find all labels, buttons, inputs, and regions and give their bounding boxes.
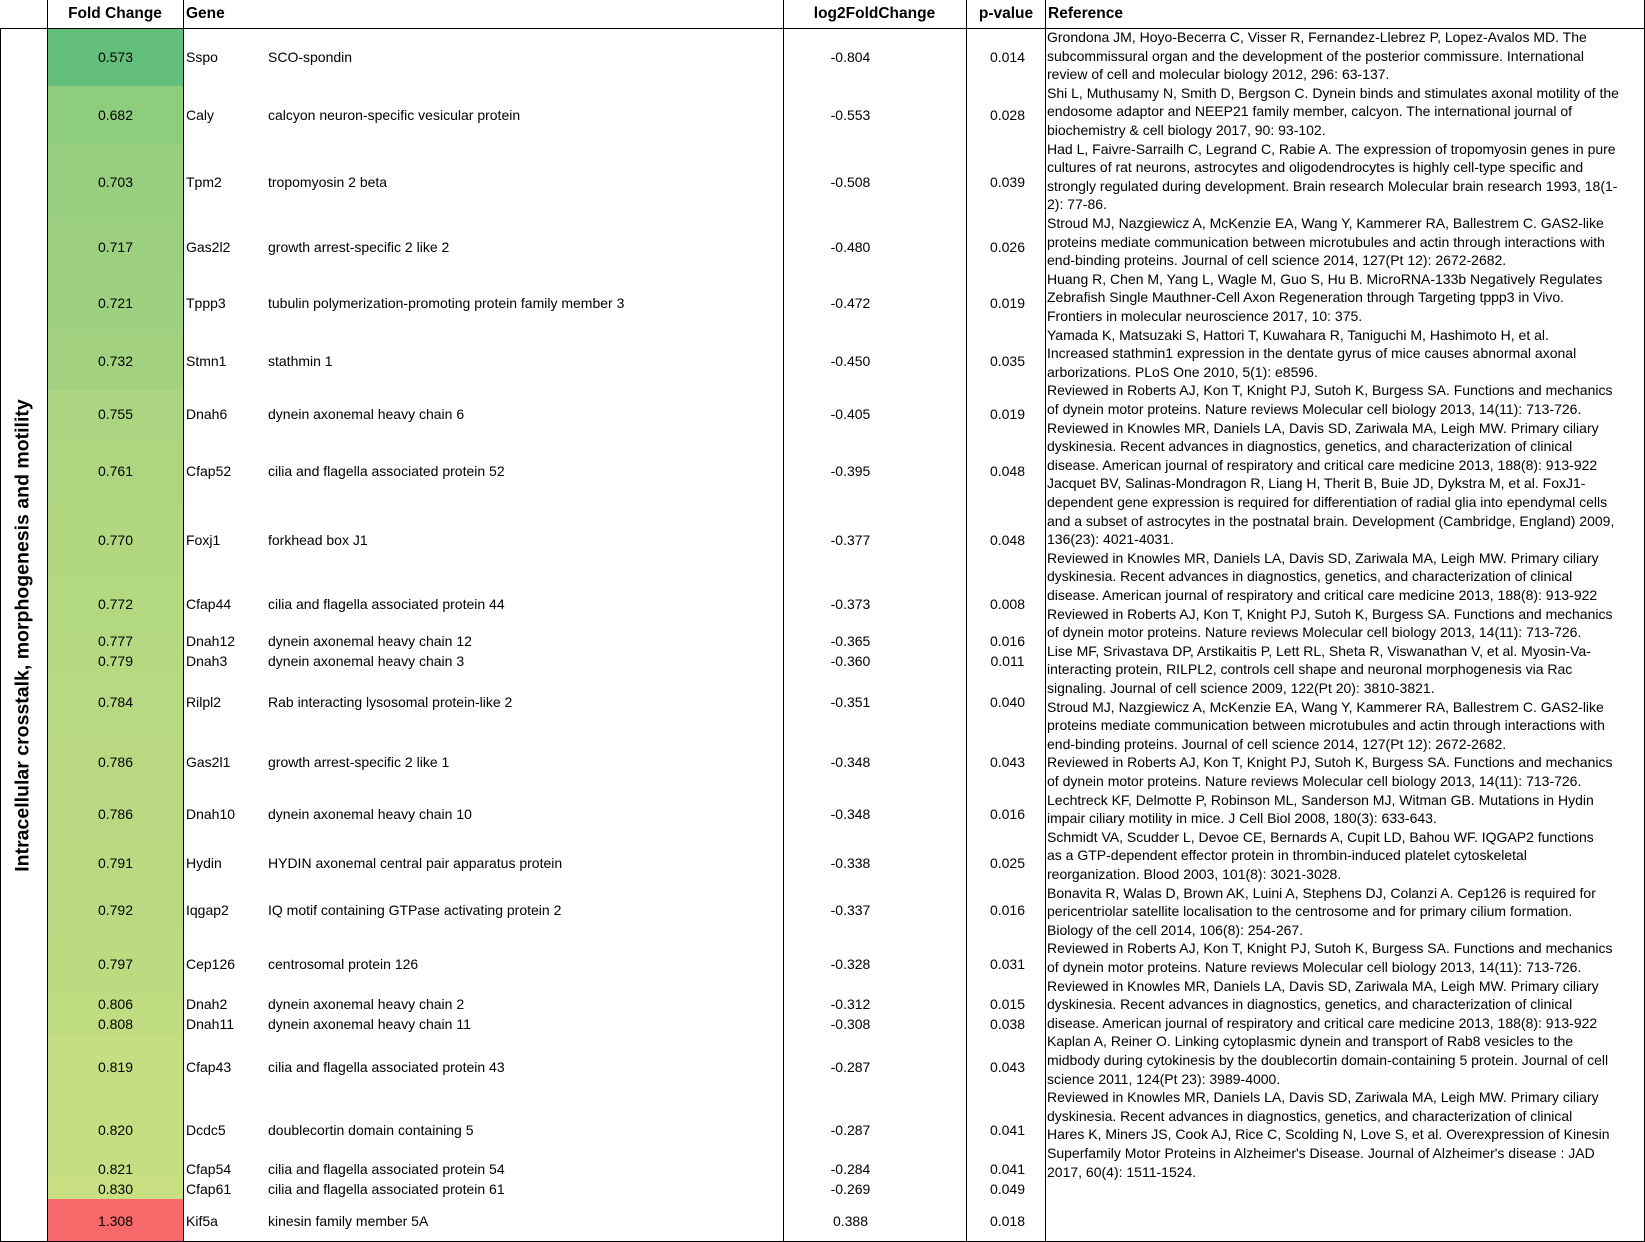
p-value-cell: 0.048	[989, 532, 1026, 548]
gene-symbol-cell: Stmn1	[186, 352, 227, 369]
gene-name-cell: forkhead box J1	[268, 532, 368, 548]
gene-name-cell: dynein axonemal heavy chain 3	[268, 652, 465, 669]
fold-change-cell: 0.682	[48, 86, 183, 144]
p-value-cell: 0.040	[989, 694, 1026, 710]
gene-symbol-cell: Iqgap2	[186, 902, 229, 918]
gene-name-cell: cilia and flagella associated protein 43	[268, 1059, 505, 1075]
reference-cell: Kaplan A, Reiner O. Linking cytoplasmic dynein and transport of Rab8 vesicles to the midbody during cytokinesis by the doublecortin domain-containing 5 protein. Journal of cell science 2011, 124(Pt 23): 3989-4000.	[1047, 1033, 1609, 1087]
gene-symbol-cell: Hydin	[186, 854, 222, 871]
p-value-cell: 0.026	[989, 239, 1026, 255]
gene-symbol-cell: Gas2l1	[186, 753, 231, 770]
gene-name-cell: dynein axonemal heavy chain 12	[268, 633, 472, 649]
p-value-cell: 0.015	[989, 996, 1026, 1012]
p-value-cell: 0.014	[989, 49, 1026, 65]
gene-name-cell: tubulin polymerization-promoting protein family member 3	[268, 295, 625, 311]
p-value-cell: 0.041	[989, 1161, 1026, 1177]
fold-change-cell: 0.761	[48, 438, 183, 504]
gene-symbol-cell: Tpm2	[186, 173, 222, 190]
header-gene: Gene	[186, 5, 225, 22]
log2foldchange-cell: -0.337	[830, 902, 871, 918]
gene-name-cell: tropomyosin 2 beta	[268, 173, 388, 190]
fold-change-cell: 0.770	[48, 504, 183, 576]
p-value-cell: 0.048	[989, 463, 1026, 479]
gene-symbol-cell: Kif5a	[186, 1212, 218, 1229]
reference-cell: Grondona JM, Hoyo-Becerra C, Visser R, Fernandez-Llebrez P, Lopez-Avalos MD. The subcommissural organ and the development of the posterior commissure. International review of cell and molecular biology 2012, 296: 63-137.	[1047, 29, 1587, 83]
gene-name-cell: dynein axonemal heavy chain 11	[268, 1016, 471, 1032]
p-value-cell: 0.016	[989, 902, 1026, 918]
gene-symbol-cell: Dnah11	[186, 1016, 235, 1032]
reference-cell: Bonavita R, Walas D, Brown AK, Luini A, Stephens DJ, Colanzi A. Cep126 is required for pericentriolar satellite localisation to the centrosome and for primary cilium formation. Biology of the cell 2014, 106(8): 254-267.	[1047, 884, 1596, 938]
reference-cell: Hares K, Miners JS, Cook AJ, Rice C, Scolding N, Love S, et al. Overexpression of Kinesin Superfamily Motor Proteins in Alzheimer's Disease. Journal of Alzheimer's disease : JAD 2017, 60(4): 1511-1524.	[1047, 1126, 1610, 1180]
header-p-value: p-value	[978, 5, 1034, 22]
fold-change-cell: 0.821	[48, 1159, 183, 1179]
fold-change-cell: 0.717	[48, 219, 183, 275]
fold-change-cell: 0.721	[48, 275, 183, 331]
reference-cell: Reviewed in Roberts AJ, Kon T, Knight PJ, Sutoh K, Burgess SA. Functions and mechanics of dynein motor proteins. Nature reviews Molecular cell biology 2013, 14(11): 713-726.	[1047, 754, 1613, 789]
reference-cell: Reviewed in Knowles MR, Daniels LA, Davis SD, Zariwala MA, Leigh MW. Primary ciliary dyskinesia. Recent advances in diagnostics, genetics, and characterization of clinical disease. American journal of respiratory and critical care medicine 2013, 188(8): 913-922	[1047, 549, 1599, 603]
fold-change-cell: 0.784	[48, 670, 183, 734]
header-reference: Reference	[1048, 5, 1123, 22]
gene-symbol-cell: Sspo	[186, 49, 218, 65]
p-value-cell: 0.035	[989, 352, 1026, 369]
fold-change-cell: 0.755	[48, 390, 183, 438]
gene-symbol-cell: Dnah2	[186, 996, 228, 1012]
log2foldchange-cell: -0.348	[830, 753, 871, 770]
gene-symbol-cell: Cfap52	[186, 463, 232, 479]
log2foldchange-cell: -0.308	[830, 1016, 871, 1032]
gene-symbol-cell: Cfap61	[186, 1181, 232, 1197]
fold-change-cell: 0.797	[48, 934, 183, 994]
log2foldchange-cell: -0.804	[830, 49, 871, 65]
reference-cell: Huang R, Chen M, Yang L, Wagle M, Guo S, Hu B. MicroRNA-133b Negatively Regulates Zebrafish Single Mauthner-Cell Axon Regeneration through Targeting tppp3 in Vivo. Frontiers in molecular neuroscience 2017, 10: 375.	[1047, 270, 1603, 324]
gene-name-cell: cilia and flagella associated protein 44	[268, 595, 505, 612]
gene-name-cell: IQ motif containing GTPase activating protein 2	[268, 902, 562, 918]
gene-name-cell: Rab interacting lysosomal protein-like 2	[268, 694, 513, 710]
reference-cell: of dynein motor proteins. Nature reviews Molecular cell biology 2013, 14(11): 713-726.	[1047, 624, 1582, 641]
gene-name-cell: cilia and flagella associated protein 52	[268, 463, 505, 479]
group-label: Intracellular crosstalk, morphogenesis and motility	[12, 398, 34, 872]
p-value-cell: 0.019	[989, 295, 1026, 311]
fold-change-cell: 0.772	[48, 576, 183, 631]
log2foldchange-cell: -0.395	[830, 463, 871, 479]
p-value-cell: 0.041	[989, 1121, 1026, 1138]
log2foldchange-cell: -0.338	[830, 854, 871, 871]
fold-change-cell: 0.779	[48, 651, 183, 670]
fold-change-cell: 0.808	[48, 1014, 183, 1034]
gene-symbol-cell: Dnah12	[186, 633, 236, 649]
gene-name-cell: calcyon neuron-specific vesicular protein	[268, 107, 521, 123]
reference-cell: of dynein motor proteins. Nature reviews Molecular cell biology 2013, 14(11): 713-726.	[1047, 959, 1582, 975]
fold-change-cell: 0.830	[48, 1179, 183, 1199]
gene-symbol-cell: Tppp3	[186, 295, 226, 311]
p-value-cell: 0.016	[989, 633, 1026, 649]
reference-cell: Reviewed in Roberts AJ, Kon T, Knight PJ, Sutoh K, Burgess SA. Functions and mechanics of dynein motor proteins. Nature reviews Molecular cell biology 2013, 14(11): 713-726.	[1047, 382, 1613, 417]
p-value-cell: 0.028	[989, 107, 1026, 123]
log2foldchange-cell: -0.405	[830, 406, 871, 422]
fold-change-cell: 0.806	[48, 994, 183, 1014]
p-value-cell: 0.016	[989, 806, 1026, 822]
gene-symbol-cell: Cfap43	[186, 1059, 232, 1075]
p-value-cell: 0.049	[989, 1181, 1026, 1197]
gene-name-cell: dynein axonemal heavy chain 6	[268, 406, 465, 422]
grid-line	[966, 0, 967, 1242]
p-value-cell: 0.019	[989, 406, 1026, 422]
log2foldchange-cell: -0.269	[830, 1181, 871, 1197]
gene-name-cell: doublecortin domain containing 5	[268, 1121, 474, 1138]
gene-symbol-cell: Cep126	[186, 956, 236, 972]
gene-symbol-cell: Rilpl2	[186, 694, 222, 710]
fold-change-cell: 0.819	[48, 1034, 183, 1100]
p-value-cell: 0.039	[989, 173, 1026, 190]
log2foldchange-cell: -0.480	[830, 239, 871, 255]
reference-cell: Jacquet BV, Salinas-Mondragon R, Liang H, Therit B, Buie JD, Dykstra M, et al. FoxJ1- dependent gene expression is required for differentiation of radial glia into ependymal cells and a subset of astrocytes in the postnatal brain. Development (Cambridge, England) 2009, 136(23): 4021-4031.	[1047, 475, 1615, 548]
gene-name-cell: stathmin 1	[268, 352, 333, 369]
log2foldchange-cell: -0.287	[830, 1059, 871, 1075]
grid-line	[183, 0, 184, 1242]
log2foldchange-cell: -0.365	[830, 633, 871, 649]
gene-name-cell: centrosomal protein 126	[268, 956, 419, 972]
p-value-cell: 0.038	[989, 1016, 1026, 1032]
log2foldchange-cell: -0.553	[830, 107, 871, 123]
header-log2foldchange: log2FoldChange	[813, 5, 936, 22]
reference-cell: Stroud MJ, Nazgiewicz A, McKenzie EA, Wang Y, Kammerer RA, Ballestrem C. GAS2-like proteins mediate communication between microtubules and actin through interactions with end-binding proteins. Journal of cell science 2014, 127(Pt 12): 2672-2682.	[1047, 698, 1605, 752]
gene-symbol-cell: Cfap54	[186, 1161, 232, 1177]
gene-symbol-cell: Gas2l2	[186, 239, 231, 255]
gene-name-cell: dynein axonemal heavy chain 10	[268, 806, 472, 822]
gene-name-cell: kinesin family member 5A	[268, 1212, 429, 1229]
grid-line	[0, 28, 1, 1242]
p-value-cell: 0.008	[989, 595, 1026, 612]
p-value-cell: 0.025	[989, 854, 1026, 871]
reference-cell: Schmidt VA, Scudder L, Devoe CE, Bernards A, Cupit LD, Bahou WF. IQGAP2 functions as a GTP-dependent effector protein in thrombin-induced platelet cytoskeletal reorganization. Blood 2003, 101(8): 3021-3028.	[1047, 828, 1594, 882]
gene-name-cell: growth arrest-specific 2 like 2	[268, 239, 450, 255]
fold-change-cell: 0.791	[48, 839, 183, 886]
fold-change-cell: 0.732	[48, 331, 183, 390]
reference-cell: Shi L, Muthusamy N, Smith D, Bergson C. Dynein binds and stimulates axonal motility of the endosome adaptor and NEEP21 family member, calcyon. The international journal of biochemistry & cell biology 2017, 90: 93-102.	[1047, 84, 1619, 138]
gene-name-cell: dynein axonemal heavy chain 2	[268, 996, 465, 1012]
grid-line	[47, 0, 48, 1242]
gene-symbol-cell: Caly	[186, 107, 215, 123]
p-value-cell: 0.018	[989, 1212, 1026, 1229]
reference-cell: Had L, Faivre-Sarrailh C, Legrand C, Rabie A. The expression of tropomyosin genes in pure cultures of rat neurons, astrocytes and oligodendrocytes is highly cell-type specific and strongly regulated during development. Brain research Molecular brain research 1993, 18(1- 2): 77-86.	[1047, 140, 1618, 213]
reference-cell: Reviewed in Roberts AJ, Kon T, Knight PJ, Sutoh K, Burgess SA. Functions and mechanics	[1047, 605, 1613, 622]
p-value-cell: 0.011	[990, 652, 1025, 669]
gene-name-cell: HYDIN axonemal central pair apparatus protein	[268, 854, 563, 871]
reference-cell: Yamada K, Matsuzaki S, Hattori T, Kuwahara R, Taniguchi M, Hashimoto H, et al. Increased stathmin1 expression in the dentate gyrus of mice causes abnormal axonal arborizations. PLoS One 2010, 5(1): e8596.	[1047, 326, 1577, 380]
gene-symbol-cell: Dcdc5	[186, 1121, 226, 1138]
fold-change-cell: 0.792	[48, 886, 183, 934]
gene-name-cell: growth arrest-specific 2 like 1	[268, 753, 450, 770]
gene-symbol-cell: Dnah3	[186, 652, 228, 669]
log2foldchange-cell: -0.360	[830, 652, 871, 669]
reference-cell: Lise MF, Srivastava DP, Arstikaitis P, Lett RL, Sheta R, Viswanathan V, et al. Myosin-Va- interacting protein, RILPL2, controls cell shape and neuronal morphogenesis via Rac signaling. Journal of cell science 2009, 122(Pt 20): 3810-3821.	[1047, 642, 1591, 696]
p-value-cell: 0.043	[989, 753, 1026, 770]
log2foldchange-cell: -0.312	[830, 996, 871, 1012]
reference-cell: Reviewed in Knowles MR, Daniels LA, Davis SD, Zariwala MA, Leigh MW. Primary ciliary dyskinesia. Recent advances in diagnostics, genetics, and characterization of clinical disease. American journal of respiratory and critical care medicine 2013, 188(8): 913-922	[1047, 419, 1599, 473]
log2foldchange-cell: -0.450	[830, 352, 871, 369]
gene-name-cell: cilia and flagella associated protein 54	[268, 1161, 505, 1177]
fold-change-cell: 1.308	[48, 1199, 183, 1242]
fold-change-cell: 0.786	[48, 734, 183, 789]
header-fold-change: Fold Change	[68, 5, 162, 22]
fold-change-cell: 0.777	[48, 631, 183, 651]
gene-symbol-cell: Dnah10	[186, 806, 236, 822]
log2foldchange-cell: 0.388	[832, 1212, 869, 1229]
gene-symbol-cell: Dnah6	[186, 406, 228, 422]
log2foldchange-cell: -0.373	[830, 595, 871, 612]
reference-cell: Stroud MJ, Nazgiewicz A, McKenzie EA, Wang Y, Kammerer RA, Ballestrem C. GAS2-like proteins mediate communication between microtubules and actin through interactions with end-binding proteins. Journal of cell science 2014, 127(Pt 12): 2672-2682.	[1047, 215, 1605, 269]
reference-cell: Reviewed in Knowles MR, Daniels LA, Davis SD, Zariwala MA, Leigh MW. Primary ciliary dyskinesia. Recent advances in diagnostics, genetics, and characterization of clinical disease. American journal of respiratory and critical care medicine 2013, 188(8): 913-922	[1047, 977, 1599, 1031]
log2foldchange-cell: -0.348	[830, 806, 871, 822]
gene-name-cell: cilia and flagella associated protein 61	[268, 1181, 505, 1197]
log2foldchange-cell: -0.377	[830, 532, 871, 548]
log2foldchange-cell: -0.287	[830, 1121, 871, 1138]
reference-cell: Lechtreck KF, Delmotte P, Robinson ML, Sanderson MJ, Witman GB. Mutations in Hydin impair ciliary motility in mice. J Cell Biol 2008, 180(3): 633-643.	[1047, 791, 1594, 827]
log2foldchange-cell: -0.508	[830, 173, 871, 190]
gene-symbol-cell: Cfap44	[186, 595, 232, 612]
grid-line	[1045, 0, 1046, 1242]
p-value-cell: 0.043	[989, 1059, 1026, 1075]
fold-change-cell: 0.786	[48, 789, 183, 839]
log2foldchange-cell: -0.351	[830, 694, 871, 710]
reference-cell: dyskinesia. Recent advances in diagnostics, genetics, and characterization of clinical	[1047, 1107, 1573, 1124]
log2foldchange-cell: -0.328	[830, 956, 871, 972]
reference-cell: Reviewed in Roberts AJ, Kon T, Knight PJ, Sutoh K, Burgess SA. Functions and mechanics	[1047, 940, 1613, 957]
grid-line	[0, 28, 1645, 29]
log2foldchange-cell: -0.284	[830, 1161, 871, 1177]
grid-line	[783, 0, 784, 1242]
reference-cell: Reviewed in Knowles MR, Daniels LA, Davis SD, Zariwala MA, Leigh MW. Primary ciliary	[1047, 1089, 1599, 1106]
fold-change-cell: 0.703	[48, 144, 183, 219]
log2foldchange-cell: -0.472	[830, 295, 871, 311]
gene-name-cell: SCO-spondin	[268, 49, 353, 65]
fold-change-cell: 0.820	[48, 1100, 183, 1159]
fold-change-cell: 0.573	[48, 28, 183, 86]
gene-symbol-cell: Foxj1	[186, 532, 221, 548]
p-value-cell: 0.031	[989, 956, 1026, 972]
